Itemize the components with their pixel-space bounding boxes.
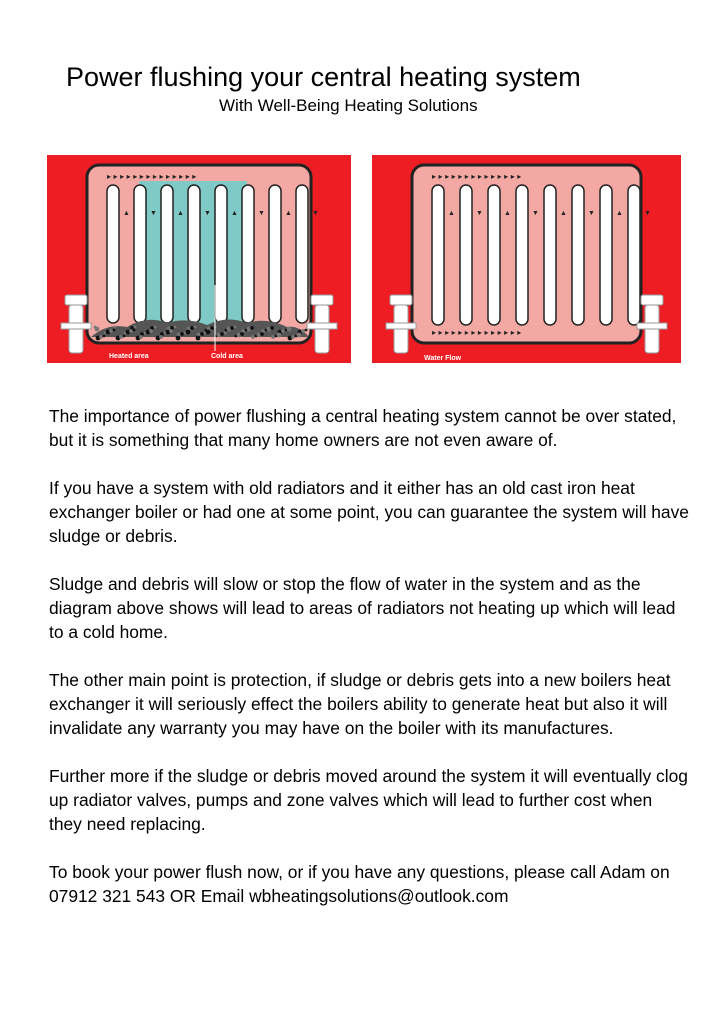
radiator-column [516,185,528,325]
paragraph-contact: To book your power flush now, or if you have any questions, please call Adam on 07912 321 543 OR Email wbheatingsolutions@outlook.com [49,862,670,906]
sludge-particle [250,326,254,330]
flow-arrow: ▲ [285,210,292,217]
paragraph-importance: The importance of power flushing a central heating system cannot be over stated, but it is something that many home owners are not even aware of. [49,406,677,450]
sludge-particle [196,336,201,341]
radiator-column [188,185,200,323]
sludge-particle [129,329,133,333]
radiator-column [488,185,500,325]
sludge-particle [251,335,255,339]
radiator-column [215,185,227,323]
body-text [49,404,689,932]
sludge-particle [154,326,157,329]
flow-arrow: ▲ [231,210,238,217]
sludge-particle [109,329,113,333]
paragraph-clogging: Further more if the sludge or debris moved around the system it will eventually clog up radiator valves, pumps and zone valves which will lead to further cost when they need replacing. [49,766,688,834]
sludge-particle [297,333,302,338]
sludge-particle [174,326,177,329]
sludge-particle [210,326,214,330]
sludge-particle [159,335,163,339]
sludge-particle [139,335,143,339]
sludge-particle [134,326,137,329]
sludge-particle [291,335,295,339]
radiator-column [296,185,308,323]
flow-arrow: ▼ [204,210,211,217]
sludge-particle [194,326,197,329]
sludge-particle [114,326,117,329]
flow-arrow: ▼ [312,210,319,217]
sludge-particle [230,326,234,330]
sludge-particle [176,336,181,341]
flow-arrow: ▲ [177,210,184,217]
heated-area-label: Heated area [109,353,149,360]
radiator-column [544,185,556,325]
clean-radiator-diagram [372,155,681,363]
flow-arrow: ▼ [532,210,539,217]
svg-text:▸ ▸ ▸ ▸ ▸ ▸ ▸ ▸ ▸ ▸ ▸ ▸ ▸ ▸: ▸ ▸ ▸ ▸ ▸ ▸ ▸ ▸ ▸ ▸ ▸ ▸ ▸ ▸ [432,328,522,337]
sludge-particle [99,335,103,339]
sludge-particle [190,326,194,330]
flow-arrow: ▼ [588,210,595,217]
sludge-particle [113,329,116,332]
flow-arrow: ▲ [616,210,623,217]
flow-arrow: ▲ [560,210,567,217]
sludge-particle [281,329,285,333]
sludge-particle [200,332,204,336]
sludge-particle [234,326,237,329]
flow-arrow: ▼ [150,210,157,217]
flow-arrow: ▼ [258,210,265,217]
radiator-column [600,185,612,325]
sludge-particle [119,335,123,339]
radiator-column [242,185,254,323]
paragraph-old-radiators: If you have a system with old radiators and it either has an old cast iron heat exchanger boiler or had one at some point, you can guarantee the system will have sludge or debris. [49,478,689,546]
cold-area-label: Cold area [211,353,243,360]
sludge-particle [271,335,275,339]
document-title: Power flushing your central heating system [66,62,581,92]
paragraph-protection: The other main point is protection, if sludge or debris gets into a new boilers heat exchanger it will seriously effect the boilers ability to generate heat but also it will invalidate any warranty you may have on the boiler with its manufactures. [49,670,671,738]
sludge-particle [287,327,292,332]
sludge-particle [95,327,100,332]
radiator-column [134,185,146,323]
paragraph-sludge-flow: Sludge and debris will slow or stop the flow of water in the system and as the diagram above shows will lead to areas of radiators not heating up which will lead to a cold home. [49,574,676,642]
sludge-particle [180,332,184,336]
radiator-column [628,185,640,325]
flow-arrow: ▲ [504,210,511,217]
sludge-particle [149,329,153,333]
flow-arrows [107,172,196,181]
sludge-radiator-diagram [47,155,351,363]
sludge-particle [220,332,224,336]
sludge-particle [103,335,106,338]
sludge-particle [260,332,264,336]
document-subtitle: With Well-Being Heating Solutions [219,96,478,115]
radiator-column [460,185,472,325]
flow-arrow: ▼ [476,210,483,217]
radiator-column [161,185,173,323]
radiator-column [572,185,584,325]
sludge-particle [301,329,305,333]
sludge-particle [240,332,244,336]
sludge-particle [123,335,126,338]
sludge-particle [169,329,173,333]
sludge-particle [186,330,191,335]
water-flow-label: Water Flow [424,355,462,362]
sludge-particle [277,333,282,338]
sludge-particle [224,332,227,335]
flow-arrow: ▼ [644,210,651,217]
radiator-column [432,185,444,325]
flow-arrow: ▲ [123,210,130,217]
sludge-particle [270,326,274,330]
sludge-particle [206,330,211,335]
sludge-particle [133,329,136,332]
radiator-column [269,185,281,323]
radiator-column [107,185,119,323]
svg-text:▸ ▸ ▸ ▸ ▸ ▸ ▸ ▸ ▸ ▸ ▸ ▸ ▸ ▸: ▸ ▸ ▸ ▸ ▸ ▸ ▸ ▸ ▸ ▸ ▸ ▸ ▸ ▸ [107,172,197,181]
svg-text:▸ ▸ ▸ ▸ ▸ ▸ ▸ ▸ ▸ ▸ ▸ ▸ ▸ ▸: ▸ ▸ ▸ ▸ ▸ ▸ ▸ ▸ ▸ ▸ ▸ ▸ ▸ ▸ [432,172,522,181]
flow-arrow: ▲ [448,210,455,217]
